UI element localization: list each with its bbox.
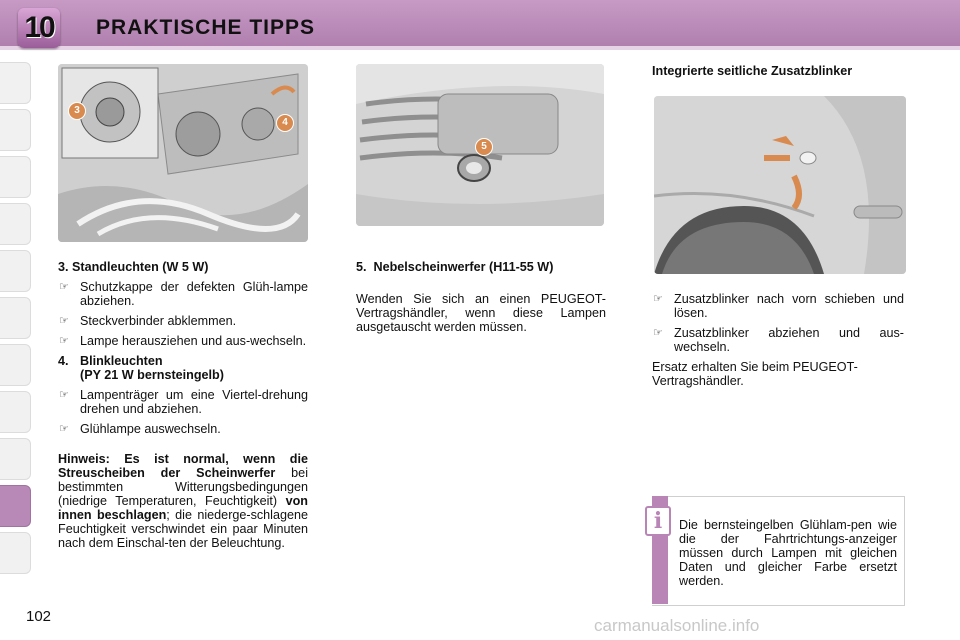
header-underline — [0, 46, 960, 50]
list-item: ☞ Glühlampe auswechseln. — [59, 422, 221, 436]
chapter-tab-active[interactable] — [0, 485, 31, 527]
hint-paragraph: Hinweis: Es ist normal, wenn die Streuscheiben der Scheinwerfer bei bestimmten Witterungsbedingungen (niedrige Temperaturen, Feuchtigkeit) von innen beschlagen; die niederge-schlagene Feuchtigkeit verschwindet ein paar Minuten nach dem Einschal-ten der Beleuchtung. — [58, 452, 309, 550]
info-text: Die bernsteingelben Glühlam-pen wie die der Fahrtrichtungs-anzeiger müssen durch Lampen mit gleichen Daten und gleicher Farbe ersetzt werden. — [679, 518, 897, 588]
list-item: ☞ Steckverbinder abklemmen. — [59, 314, 237, 328]
section-4-title-line2: (PY 21 W bernsteingelb) — [80, 368, 224, 382]
section-3-number: 3. — [58, 260, 69, 274]
chapter-tab[interactable] — [0, 109, 31, 151]
chapter-tab[interactable] — [0, 62, 31, 104]
column-middle — [356, 260, 606, 334]
section-3-heading — [58, 260, 308, 274]
page-title: PRAKTISCHE TIPPS — [96, 16, 316, 39]
pointing-hand-icon: ☞ — [653, 293, 663, 305]
side-repeater-footer: Ersatz erhalten Sie beim PEUGEOT-Vertragshändler. — [652, 360, 858, 388]
section-4-heading — [58, 354, 308, 382]
list-item: ☞ Lampe herausziehen und aus-wechseln. — [59, 334, 307, 348]
callout-3: 3 — [68, 102, 86, 120]
callout-4: 4 — [276, 114, 294, 132]
pointing-hand-icon: ☞ — [59, 315, 69, 327]
column-left — [58, 260, 308, 550]
side-repeater-heading: Integrierte seitliche Zusatzblinker — [652, 64, 853, 78]
headlamp-rear-illustration — [58, 64, 308, 242]
list-item: ☞ Schutzkappe der defekten Glüh-lampe abziehen. — [59, 280, 308, 308]
chapter-tab[interactable] — [0, 203, 31, 245]
info-icon: i — [645, 506, 671, 536]
chapter-tab[interactable] — [0, 156, 31, 198]
page-number: 102 — [26, 608, 52, 625]
section-5-number: 5. — [356, 260, 367, 274]
chapter-tab[interactable] — [0, 391, 31, 433]
pointing-hand-icon: ☞ — [59, 389, 69, 401]
watermark: carmanualsonline.info — [594, 616, 760, 635]
side-repeater-illustration — [654, 96, 906, 274]
section-4-number: 4. — [58, 354, 69, 368]
section-4-title-line1: Blinkleuchten — [80, 354, 163, 368]
section-5-title: Nebelscheinwerfer (H11-55 W) — [373, 260, 554, 274]
list-item: ☞ Zusatzblinker nach vorn schieben und lösen. — [653, 292, 904, 320]
chapter-tab[interactable] — [0, 532, 31, 574]
list-item: ☞ Zusatzblinker abziehen und aus-wechseln. — [653, 326, 904, 354]
chapter-tabs — [0, 62, 34, 579]
column-right — [652, 292, 904, 388]
chapter-tab[interactable] — [0, 250, 31, 292]
fog-lamp-paragraph: Wenden Sie sich an einen PEUGEOT-Vertragshändler, wenn diese Lampen ausgetauscht werden müssen. — [356, 292, 606, 334]
chapter-badge — [18, 8, 60, 48]
section-3-title: Standleuchten (W 5 W) — [72, 260, 209, 274]
pointing-hand-icon: ☞ — [59, 281, 69, 293]
callout-5: 5 — [475, 138, 493, 156]
list-item: ☞ Lampenträger um eine Viertel-drehung drehen und abziehen. — [59, 388, 308, 416]
pointing-hand-icon: ☞ — [653, 327, 663, 339]
chapter-tab[interactable] — [0, 438, 31, 480]
chapter-tab[interactable] — [0, 297, 31, 339]
chapter-tab[interactable] — [0, 344, 31, 386]
pointing-hand-icon: ☞ — [59, 335, 69, 347]
pointing-hand-icon: ☞ — [59, 423, 69, 435]
section-5-heading — [356, 260, 606, 274]
chapter-number: 10 — [24, 11, 54, 44]
